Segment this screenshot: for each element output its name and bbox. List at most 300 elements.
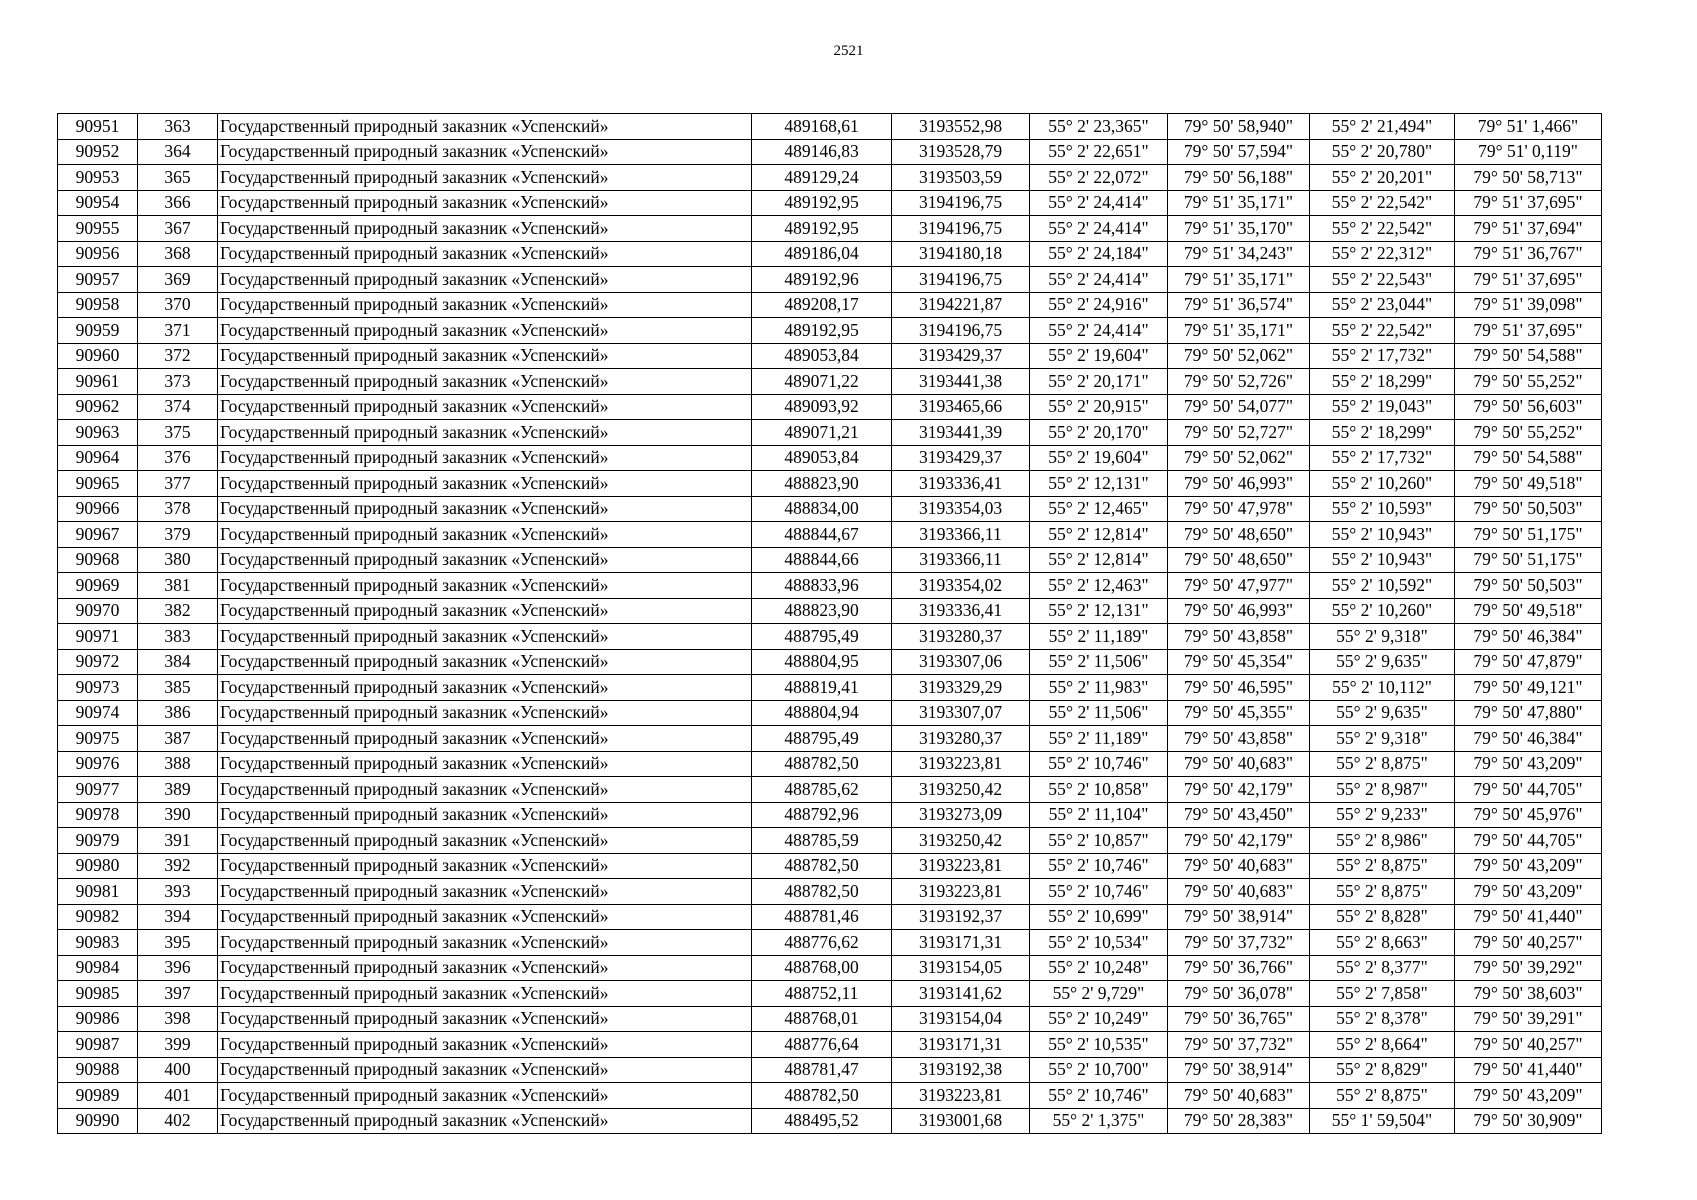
- latitude-1-cell: 55° 2' 10,746": [1030, 1083, 1168, 1109]
- longitude-2-cell: 79° 50' 39,291": [1455, 1006, 1602, 1032]
- name-cell: Государственный природный заказник «Успенский»: [218, 751, 752, 777]
- table-row: [58, 190, 1602, 216]
- point-number-cell: 384: [138, 649, 218, 675]
- longitude-1-cell: 79° 50' 42,179": [1168, 777, 1310, 803]
- table-row: [58, 267, 1602, 293]
- y-coordinate-cell: 3193001,68: [892, 1108, 1030, 1134]
- longitude-2-cell: 79° 50' 45,976": [1455, 802, 1602, 828]
- x-coordinate-cell: 488776,62: [752, 930, 892, 956]
- name-cell: Государственный природный заказник «Успенский»: [218, 471, 752, 497]
- x-coordinate-cell: 489208,17: [752, 292, 892, 318]
- latitude-2-cell: 55° 2' 22,543": [1310, 267, 1455, 293]
- latitude-1-cell: 55° 2' 10,746": [1030, 879, 1168, 905]
- name-cell: Государственный природный заказник «Успенский»: [218, 1083, 752, 1109]
- y-coordinate-cell: 3193354,03: [892, 496, 1030, 522]
- longitude-1-cell: 79° 50' 40,683": [1168, 751, 1310, 777]
- longitude-2-cell: 79° 50' 55,252": [1455, 420, 1602, 446]
- row-id-cell: 90969: [58, 573, 138, 599]
- longitude-2-cell: 79° 50' 44,705": [1455, 777, 1602, 803]
- page-number: 2521: [833, 43, 864, 59]
- y-coordinate-cell: 3194221,87: [892, 292, 1030, 318]
- longitude-2-cell: 79° 50' 43,209": [1455, 879, 1602, 905]
- latitude-1-cell: 55° 2' 23,365": [1030, 114, 1168, 140]
- row-id-cell: 90990: [58, 1108, 138, 1134]
- point-number-cell: 376: [138, 445, 218, 471]
- y-coordinate-cell: 3193465,66: [892, 394, 1030, 420]
- x-coordinate-cell: 489053,84: [752, 445, 892, 471]
- y-coordinate-cell: 3193329,29: [892, 675, 1030, 701]
- point-number-cell: 373: [138, 369, 218, 395]
- point-number-cell: 390: [138, 802, 218, 828]
- latitude-1-cell: 55° 2' 20,915": [1030, 394, 1168, 420]
- latitude-1-cell: 55° 2' 10,746": [1030, 853, 1168, 879]
- table-row: [58, 802, 1602, 828]
- name-cell: Государственный природный заказник «Успенский»: [218, 343, 752, 369]
- latitude-1-cell: 55° 2' 11,189": [1030, 624, 1168, 650]
- latitude-2-cell: 55° 2' 17,732": [1310, 445, 1455, 471]
- longitude-1-cell: 79° 50' 56,188": [1168, 165, 1310, 191]
- point-number-cell: 363: [138, 114, 218, 140]
- point-number-cell: 372: [138, 343, 218, 369]
- latitude-1-cell: 55° 2' 11,189": [1030, 726, 1168, 752]
- point-number-cell: 396: [138, 955, 218, 981]
- row-id-cell: 90985: [58, 981, 138, 1007]
- latitude-1-cell: 55° 2' 11,104": [1030, 802, 1168, 828]
- latitude-2-cell: 55° 2' 21,494": [1310, 114, 1455, 140]
- latitude-1-cell: 55° 2' 12,131": [1030, 598, 1168, 624]
- y-coordinate-cell: 3193336,41: [892, 598, 1030, 624]
- table-row: [58, 139, 1602, 165]
- y-coordinate-cell: 3193528,79: [892, 139, 1030, 165]
- point-number-cell: 395: [138, 930, 218, 956]
- point-number-cell: 391: [138, 828, 218, 854]
- table-row: [58, 981, 1602, 1007]
- table-body: [58, 114, 1602, 1134]
- x-coordinate-cell: 488795,49: [752, 624, 892, 650]
- y-coordinate-cell: 3193429,37: [892, 445, 1030, 471]
- name-cell: Государственный природный заказник «Успенский»: [218, 828, 752, 854]
- longitude-2-cell: 79° 50' 30,909": [1455, 1108, 1602, 1134]
- longitude-1-cell: 79° 51' 35,171": [1168, 318, 1310, 344]
- table-row: [58, 165, 1602, 191]
- x-coordinate-cell: 489146,83: [752, 139, 892, 165]
- row-id-cell: 90954: [58, 190, 138, 216]
- point-number-cell: 368: [138, 241, 218, 267]
- latitude-2-cell: 55° 2' 8,875": [1310, 1083, 1455, 1109]
- y-coordinate-cell: 3193171,31: [892, 1032, 1030, 1058]
- name-cell: Государственный природный заказник «Успенский»: [218, 802, 752, 828]
- point-number-cell: 392: [138, 853, 218, 879]
- latitude-2-cell: 55° 2' 8,987": [1310, 777, 1455, 803]
- name-cell: Государственный природный заказник «Успенский»: [218, 267, 752, 293]
- row-id-cell: 90975: [58, 726, 138, 752]
- latitude-1-cell: 55° 2' 10,699": [1030, 904, 1168, 930]
- row-id-cell: 90980: [58, 853, 138, 879]
- table-row: [58, 522, 1602, 548]
- x-coordinate-cell: 489168,61: [752, 114, 892, 140]
- x-coordinate-cell: 488781,46: [752, 904, 892, 930]
- table-row: [58, 930, 1602, 956]
- y-coordinate-cell: 3194196,75: [892, 190, 1030, 216]
- longitude-2-cell: 79° 51' 37,694": [1455, 216, 1602, 242]
- name-cell: Государственный природный заказник «Успенский»: [218, 394, 752, 420]
- table-row: [58, 1032, 1602, 1058]
- x-coordinate-cell: 488752,11: [752, 981, 892, 1007]
- y-coordinate-cell: 3193552,98: [892, 114, 1030, 140]
- name-cell: Государственный природный заказник «Успенский»: [218, 547, 752, 573]
- point-number-cell: 379: [138, 522, 218, 548]
- longitude-1-cell: 79° 50' 48,650": [1168, 547, 1310, 573]
- y-coordinate-cell: 3193366,11: [892, 547, 1030, 573]
- point-number-cell: 385: [138, 675, 218, 701]
- longitude-1-cell: 79° 50' 28,383": [1168, 1108, 1310, 1134]
- latitude-2-cell: 55° 2' 9,233": [1310, 802, 1455, 828]
- table-row: [58, 700, 1602, 726]
- longitude-2-cell: 79° 50' 40,257": [1455, 930, 1602, 956]
- x-coordinate-cell: 488782,50: [752, 853, 892, 879]
- table-row: [58, 318, 1602, 344]
- x-coordinate-cell: 488782,50: [752, 1083, 892, 1109]
- point-number-cell: 380: [138, 547, 218, 573]
- longitude-2-cell: 79° 50' 58,713": [1455, 165, 1602, 191]
- point-number-cell: 381: [138, 573, 218, 599]
- latitude-1-cell: 55° 2' 12,131": [1030, 471, 1168, 497]
- latitude-1-cell: 55° 2' 19,604": [1030, 445, 1168, 471]
- point-number-cell: 382: [138, 598, 218, 624]
- latitude-1-cell: 55° 2' 1,375": [1030, 1108, 1168, 1134]
- longitude-1-cell: 79° 50' 47,978": [1168, 496, 1310, 522]
- point-number-cell: 402: [138, 1108, 218, 1134]
- name-cell: Государственный природный заказник «Успенский»: [218, 777, 752, 803]
- name-cell: Государственный природный заказник «Успенский»: [218, 930, 752, 956]
- name-cell: Государственный природный заказник «Успенский»: [218, 114, 752, 140]
- longitude-2-cell: 79° 51' 36,767": [1455, 241, 1602, 267]
- name-cell: Государственный природный заказник «Успенский»: [218, 598, 752, 624]
- y-coordinate-cell: 3193280,37: [892, 624, 1030, 650]
- table-row: [58, 114, 1602, 140]
- latitude-2-cell: 55° 2' 8,875": [1310, 751, 1455, 777]
- name-cell: Государственный природный заказник «Успенский»: [218, 624, 752, 650]
- point-number-cell: 389: [138, 777, 218, 803]
- longitude-1-cell: 79° 50' 52,062": [1168, 343, 1310, 369]
- latitude-2-cell: 55° 2' 9,635": [1310, 700, 1455, 726]
- latitude-1-cell: 55° 2' 12,463": [1030, 573, 1168, 599]
- longitude-1-cell: 79° 50' 52,062": [1168, 445, 1310, 471]
- name-cell: Государственный природный заказник «Успенский»: [218, 1032, 752, 1058]
- y-coordinate-cell: 3193141,62: [892, 981, 1030, 1007]
- table-row: [58, 573, 1602, 599]
- x-coordinate-cell: 488833,96: [752, 573, 892, 599]
- y-coordinate-cell: 3193273,09: [892, 802, 1030, 828]
- longitude-2-cell: 79° 50' 46,384": [1455, 624, 1602, 650]
- longitude-2-cell: 79° 51' 39,098": [1455, 292, 1602, 318]
- row-id-cell: 90951: [58, 114, 138, 140]
- y-coordinate-cell: 3193336,41: [892, 471, 1030, 497]
- latitude-2-cell: 55° 2' 22,542": [1310, 190, 1455, 216]
- longitude-1-cell: 79° 50' 46,595": [1168, 675, 1310, 701]
- row-id-cell: 90972: [58, 649, 138, 675]
- table-row: [58, 777, 1602, 803]
- latitude-1-cell: 55° 2' 19,604": [1030, 343, 1168, 369]
- longitude-2-cell: 79° 50' 41,440": [1455, 904, 1602, 930]
- row-id-cell: 90966: [58, 496, 138, 522]
- x-coordinate-cell: 488844,66: [752, 547, 892, 573]
- name-cell: Государственный природный заказник «Успенский»: [218, 649, 752, 675]
- x-coordinate-cell: 488782,50: [752, 879, 892, 905]
- point-number-cell: 366: [138, 190, 218, 216]
- row-id-cell: 90971: [58, 624, 138, 650]
- latitude-1-cell: 55° 2' 10,700": [1030, 1057, 1168, 1083]
- longitude-1-cell: 79° 50' 36,078": [1168, 981, 1310, 1007]
- point-number-cell: 371: [138, 318, 218, 344]
- point-number-cell: 367: [138, 216, 218, 242]
- longitude-1-cell: 79° 50' 38,914": [1168, 904, 1310, 930]
- latitude-2-cell: 55° 2' 10,593": [1310, 496, 1455, 522]
- latitude-2-cell: 55° 2' 8,875": [1310, 853, 1455, 879]
- latitude-2-cell: 55° 2' 10,260": [1310, 471, 1455, 497]
- longitude-1-cell: 79° 50' 42,179": [1168, 828, 1310, 854]
- table-row: [58, 1083, 1602, 1109]
- name-cell: Государственный природный заказник «Успенский»: [218, 165, 752, 191]
- table-row: [58, 1006, 1602, 1032]
- y-coordinate-cell: 3193354,02: [892, 573, 1030, 599]
- longitude-1-cell: 79° 51' 36,574": [1168, 292, 1310, 318]
- name-cell: Государственный природный заказник «Успенский»: [218, 292, 752, 318]
- table-row: [58, 879, 1602, 905]
- row-id-cell: 90968: [58, 547, 138, 573]
- x-coordinate-cell: 489192,95: [752, 216, 892, 242]
- x-coordinate-cell: 488768,00: [752, 955, 892, 981]
- table-row: [58, 624, 1602, 650]
- point-number-cell: 364: [138, 139, 218, 165]
- latitude-1-cell: 55° 2' 24,414": [1030, 216, 1168, 242]
- latitude-2-cell: 55° 2' 22,542": [1310, 216, 1455, 242]
- y-coordinate-cell: 3193223,81: [892, 1083, 1030, 1109]
- y-coordinate-cell: 3193154,04: [892, 1006, 1030, 1032]
- longitude-1-cell: 79° 51' 34,243": [1168, 241, 1310, 267]
- longitude-2-cell: 79° 50' 51,175": [1455, 522, 1602, 548]
- latitude-2-cell: 55° 2' 20,780": [1310, 139, 1455, 165]
- latitude-1-cell: 55° 2' 12,465": [1030, 496, 1168, 522]
- row-id-cell: 90989: [58, 1083, 138, 1109]
- name-cell: Государственный природный заказник «Успенский»: [218, 955, 752, 981]
- name-cell: Государственный природный заказник «Успенский»: [218, 1057, 752, 1083]
- x-coordinate-cell: 489071,21: [752, 420, 892, 446]
- y-coordinate-cell: 3193154,05: [892, 955, 1030, 981]
- y-coordinate-cell: 3193307,07: [892, 700, 1030, 726]
- latitude-2-cell: 55° 2' 9,318": [1310, 726, 1455, 752]
- table-row: [58, 241, 1602, 267]
- y-coordinate-cell: 3193223,81: [892, 853, 1030, 879]
- x-coordinate-cell: 489192,96: [752, 267, 892, 293]
- x-coordinate-cell: 488785,59: [752, 828, 892, 854]
- latitude-2-cell: 55° 2' 18,299": [1310, 369, 1455, 395]
- latitude-2-cell: 55° 2' 10,592": [1310, 573, 1455, 599]
- latitude-1-cell: 55° 2' 20,170": [1030, 420, 1168, 446]
- latitude-2-cell: 55° 2' 23,044": [1310, 292, 1455, 318]
- latitude-1-cell: 55° 2' 24,414": [1030, 190, 1168, 216]
- latitude-2-cell: 55° 2' 8,377": [1310, 955, 1455, 981]
- table-row: [58, 394, 1602, 420]
- longitude-1-cell: 79° 50' 48,650": [1168, 522, 1310, 548]
- point-number-cell: 386: [138, 700, 218, 726]
- longitude-1-cell: 79° 50' 47,977": [1168, 573, 1310, 599]
- name-cell: Государственный природный заказник «Успенский»: [218, 522, 752, 548]
- row-id-cell: 90984: [58, 955, 138, 981]
- table-row: [58, 343, 1602, 369]
- x-coordinate-cell: 488792,96: [752, 802, 892, 828]
- latitude-2-cell: 55° 2' 9,635": [1310, 649, 1455, 675]
- x-coordinate-cell: 488819,41: [752, 675, 892, 701]
- point-number-cell: 378: [138, 496, 218, 522]
- row-id-cell: 90983: [58, 930, 138, 956]
- longitude-1-cell: 79° 50' 52,727": [1168, 420, 1310, 446]
- latitude-2-cell: 55° 2' 22,542": [1310, 318, 1455, 344]
- longitude-2-cell: 79° 51' 37,695": [1455, 318, 1602, 344]
- y-coordinate-cell: 3194196,75: [892, 267, 1030, 293]
- latitude-1-cell: 55° 2' 10,746": [1030, 751, 1168, 777]
- row-id-cell: 90961: [58, 369, 138, 395]
- point-number-cell: 370: [138, 292, 218, 318]
- table-row: [58, 675, 1602, 701]
- name-cell: Государственный природный заказник «Успенский»: [218, 318, 752, 344]
- point-number-cell: 369: [138, 267, 218, 293]
- longitude-2-cell: 79° 50' 43,209": [1455, 853, 1602, 879]
- x-coordinate-cell: 488804,94: [752, 700, 892, 726]
- name-cell: Государственный природный заказник «Успенский»: [218, 1108, 752, 1134]
- longitude-1-cell: 79° 50' 45,355": [1168, 700, 1310, 726]
- latitude-2-cell: 55° 2' 10,943": [1310, 522, 1455, 548]
- row-id-cell: 90967: [58, 522, 138, 548]
- longitude-1-cell: 79° 50' 46,993": [1168, 471, 1310, 497]
- row-id-cell: 90965: [58, 471, 138, 497]
- y-coordinate-cell: 3193366,11: [892, 522, 1030, 548]
- latitude-2-cell: 55° 1' 59,504": [1310, 1108, 1455, 1134]
- x-coordinate-cell: 488804,95: [752, 649, 892, 675]
- point-number-cell: 398: [138, 1006, 218, 1032]
- point-number-cell: 401: [138, 1083, 218, 1109]
- name-cell: Государственный природный заказник «Успенский»: [218, 879, 752, 905]
- name-cell: Государственный природный заказник «Успенский»: [218, 369, 752, 395]
- latitude-2-cell: 55° 2' 8,378": [1310, 1006, 1455, 1032]
- x-coordinate-cell: 488823,90: [752, 598, 892, 624]
- longitude-2-cell: 79° 50' 47,880": [1455, 700, 1602, 726]
- x-coordinate-cell: 488776,64: [752, 1032, 892, 1058]
- longitude-1-cell: 79° 50' 43,858": [1168, 624, 1310, 650]
- latitude-1-cell: 55° 2' 11,506": [1030, 700, 1168, 726]
- x-coordinate-cell: 488844,67: [752, 522, 892, 548]
- row-id-cell: 90977: [58, 777, 138, 803]
- longitude-2-cell: 79° 50' 39,292": [1455, 955, 1602, 981]
- latitude-2-cell: 55° 2' 8,663": [1310, 930, 1455, 956]
- longitude-2-cell: 79° 50' 50,503": [1455, 496, 1602, 522]
- x-coordinate-cell: 488834,00: [752, 496, 892, 522]
- row-id-cell: 90978: [58, 802, 138, 828]
- row-id-cell: 90979: [58, 828, 138, 854]
- y-coordinate-cell: 3193429,37: [892, 343, 1030, 369]
- coordinates-table: [57, 113, 1602, 1134]
- longitude-2-cell: 79° 50' 50,503": [1455, 573, 1602, 599]
- row-id-cell: 90986: [58, 1006, 138, 1032]
- longitude-1-cell: 79° 50' 37,732": [1168, 930, 1310, 956]
- longitude-2-cell: 79° 50' 49,518": [1455, 598, 1602, 624]
- longitude-2-cell: 79° 51' 1,466": [1455, 114, 1602, 140]
- latitude-1-cell: 55° 2' 24,184": [1030, 241, 1168, 267]
- y-coordinate-cell: 3194196,75: [892, 318, 1030, 344]
- y-coordinate-cell: 3193250,42: [892, 828, 1030, 854]
- longitude-2-cell: 79° 50' 43,209": [1455, 1083, 1602, 1109]
- latitude-2-cell: 55° 2' 10,260": [1310, 598, 1455, 624]
- x-coordinate-cell: 489192,95: [752, 190, 892, 216]
- longitude-2-cell: 79° 51' 0,119": [1455, 139, 1602, 165]
- latitude-1-cell: 55° 2' 11,983": [1030, 675, 1168, 701]
- latitude-1-cell: 55° 2' 24,414": [1030, 318, 1168, 344]
- longitude-1-cell: 79° 50' 58,940": [1168, 114, 1310, 140]
- table-row: [58, 445, 1602, 471]
- latitude-1-cell: 55° 2' 12,814": [1030, 547, 1168, 573]
- x-coordinate-cell: 489071,22: [752, 369, 892, 395]
- y-coordinate-cell: 3193192,38: [892, 1057, 1030, 1083]
- latitude-1-cell: 55° 2' 10,857": [1030, 828, 1168, 854]
- point-number-cell: 399: [138, 1032, 218, 1058]
- y-coordinate-cell: 3193307,06: [892, 649, 1030, 675]
- row-id-cell: 90988: [58, 1057, 138, 1083]
- longitude-1-cell: 79° 51' 35,171": [1168, 190, 1310, 216]
- table-row: [58, 547, 1602, 573]
- latitude-2-cell: 55° 2' 22,312": [1310, 241, 1455, 267]
- row-id-cell: 90974: [58, 700, 138, 726]
- name-cell: Государственный природный заказник «Успенский»: [218, 496, 752, 522]
- latitude-2-cell: 55° 2' 8,664": [1310, 1032, 1455, 1058]
- x-coordinate-cell: 489093,92: [752, 394, 892, 420]
- x-coordinate-cell: 488782,50: [752, 751, 892, 777]
- row-id-cell: 90973: [58, 675, 138, 701]
- name-cell: Государственный природный заказник «Успенский»: [218, 420, 752, 446]
- x-coordinate-cell: 488785,62: [752, 777, 892, 803]
- latitude-2-cell: 55° 2' 8,986": [1310, 828, 1455, 854]
- row-id-cell: 90981: [58, 879, 138, 905]
- point-number-cell: 377: [138, 471, 218, 497]
- row-id-cell: 90958: [58, 292, 138, 318]
- name-cell: Государственный природный заказник «Успенский»: [218, 139, 752, 165]
- point-number-cell: 393: [138, 879, 218, 905]
- table-row: [58, 828, 1602, 854]
- longitude-1-cell: 79° 50' 40,683": [1168, 1083, 1310, 1109]
- x-coordinate-cell: 488495,52: [752, 1108, 892, 1134]
- x-coordinate-cell: 488823,90: [752, 471, 892, 497]
- longitude-1-cell: 79° 50' 54,077": [1168, 394, 1310, 420]
- row-id-cell: 90960: [58, 343, 138, 369]
- table-row: [58, 292, 1602, 318]
- longitude-1-cell: 79° 50' 36,766": [1168, 955, 1310, 981]
- latitude-2-cell: 55° 2' 9,318": [1310, 624, 1455, 650]
- latitude-1-cell: 55° 2' 10,534": [1030, 930, 1168, 956]
- latitude-2-cell: 55° 2' 8,875": [1310, 879, 1455, 905]
- longitude-2-cell: 79° 51' 37,695": [1455, 267, 1602, 293]
- x-coordinate-cell: 489186,04: [752, 241, 892, 267]
- row-id-cell: 90956: [58, 241, 138, 267]
- longitude-2-cell: 79° 51' 37,695": [1455, 190, 1602, 216]
- longitude-1-cell: 79° 50' 40,683": [1168, 853, 1310, 879]
- row-id-cell: 90970: [58, 598, 138, 624]
- row-id-cell: 90963: [58, 420, 138, 446]
- point-number-cell: 394: [138, 904, 218, 930]
- name-cell: Государственный природный заказник «Успенский»: [218, 1006, 752, 1032]
- latitude-1-cell: 55° 2' 20,171": [1030, 369, 1168, 395]
- longitude-1-cell: 79° 50' 43,450": [1168, 802, 1310, 828]
- name-cell: Государственный природный заказник «Успенский»: [218, 700, 752, 726]
- latitude-2-cell: 55° 2' 10,112": [1310, 675, 1455, 701]
